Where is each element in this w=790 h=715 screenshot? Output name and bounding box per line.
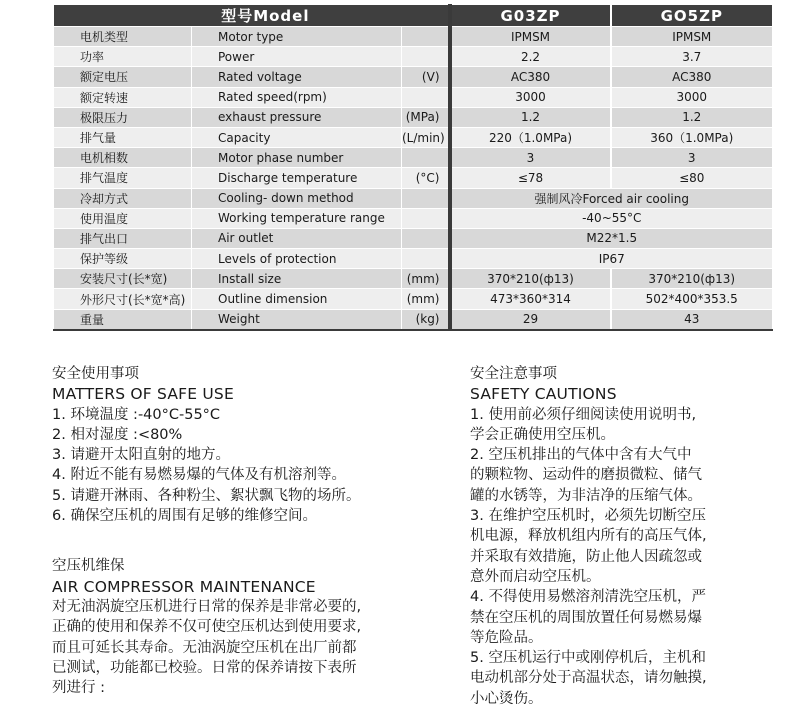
safety-cautions-section xyxy=(470,364,740,709)
spec-value-g03zp: 3 xyxy=(450,148,611,168)
spec-value-g03zp: 3000 xyxy=(450,87,611,107)
spec-row xyxy=(54,47,773,67)
spec-row xyxy=(54,127,773,147)
spec-value-go5zp: IPMSM xyxy=(611,27,773,47)
spec-row xyxy=(54,107,773,127)
spec-value-g03zp: 220（1.0MPa) xyxy=(450,127,611,147)
spec-label-cn: 安装尺寸(长*宽) xyxy=(54,269,192,289)
spec-label-cn: 排气温度 xyxy=(54,168,192,188)
spec-unit xyxy=(402,249,450,269)
spec-label-en: Cooling- down method xyxy=(192,188,402,208)
spec-value-go5zp: 43 xyxy=(611,309,773,330)
spec-label-en: Rated voltage xyxy=(192,67,402,87)
caution-line: 罐的水锈等，为非洁净的压缩气体。 xyxy=(470,487,702,504)
spec-value-merged: IP67 xyxy=(450,249,773,269)
caution-line: 电动机部分处于高温状态，请勿触摸, xyxy=(470,670,707,687)
spec-unit: (V) xyxy=(402,67,450,87)
caution-line: 4. 不得使用易燃溶剂清洗空压机，严 xyxy=(470,589,706,606)
spec-unit xyxy=(402,87,450,107)
safe-use-item: 2. 相对湿度 :<80% xyxy=(52,426,183,443)
spec-value-g03zp: 29 xyxy=(450,309,611,330)
spec-unit xyxy=(402,228,450,248)
spec-value-g03zp: 473*360*314 xyxy=(450,289,611,309)
spec-table xyxy=(53,4,773,331)
safe-use-item: 4. 附近不能有易燃易爆的气体及有机溶剂等。 xyxy=(52,467,346,484)
caution-line: 机电源，释放机组内所有的高压气体, xyxy=(470,528,707,545)
maintenance-line: 而且可延长其寿命。无油涡旋空压机在出厂前都 xyxy=(52,639,357,656)
spec-value-merged: 强制风冷Forced air cooling xyxy=(450,188,773,208)
maintenance-line: 正确的使用和保养不仅可使空压机达到使用要求, xyxy=(52,619,362,636)
safe-use-section xyxy=(52,364,412,698)
spec-label-cn: 外形尺寸(长*宽*高) xyxy=(54,289,192,309)
spec-value-go5zp: 370*210(ф13) xyxy=(611,269,773,289)
spec-unit xyxy=(402,208,450,228)
spec-label-en: Weight xyxy=(192,309,402,330)
caution-line: 等危险品。 xyxy=(470,629,543,646)
spec-label-cn: 功率 xyxy=(54,47,192,67)
caution-line: 3. 在维护空压机时，必须先切断空压 xyxy=(470,508,706,525)
spec-unit xyxy=(402,148,450,168)
spec-label-cn: 电机类型 xyxy=(54,27,192,47)
spec-body xyxy=(54,27,773,330)
caution-line: 意外而启动空压机。 xyxy=(470,568,601,585)
safe-use-item: 3. 请避开太阳直射的地方。 xyxy=(52,447,230,464)
caution-line: 2. 空压机排出的气体中含有大气中 xyxy=(470,447,692,464)
spec-value-go5zp: 3.7 xyxy=(611,47,773,67)
spec-value-g03zp: IPMSM xyxy=(450,27,611,47)
safe-use-item: 5. 请避开淋雨、各种粉尘、絮状飘飞物的场所。 xyxy=(52,487,361,504)
model-go5zp-header: GO5ZP xyxy=(611,5,773,27)
spec-row xyxy=(54,208,773,228)
safe-use-title-cn: 安全使用事项 xyxy=(52,366,139,382)
spec-row xyxy=(54,249,773,269)
spec-label-cn: 冷却方式 xyxy=(54,188,192,208)
caution-line: 学会正确使用空压机。 xyxy=(470,426,615,443)
spec-row xyxy=(54,309,773,330)
spec-value-go5zp: 3 xyxy=(611,148,773,168)
spec-value-merged: M22*1.5 xyxy=(450,228,773,248)
caution-line: 1. 使用前必须仔细阅读使用说明书, xyxy=(470,406,697,423)
spec-value-merged: -40~55°C xyxy=(450,208,773,228)
cautions-title-en: SAFETY CAUTIONS xyxy=(470,385,617,404)
spec-row xyxy=(54,188,773,208)
spec-row xyxy=(54,67,773,87)
maintenance-line: 已测试，功能都已校验。日常的保养请按下表所 xyxy=(52,659,357,676)
spec-row xyxy=(54,148,773,168)
spec-label-en: Install size xyxy=(192,269,402,289)
spec-label-en: Working temperature range xyxy=(192,208,402,228)
caution-line: 的颗粒物、运动件的磨损微粒、储气 xyxy=(470,467,702,484)
spec-unit xyxy=(402,27,450,47)
maintenance-title-en: AIR COMPRESSOR MAINTENANCE xyxy=(52,577,316,596)
spec-value-go5zp: 3000 xyxy=(611,87,773,107)
spec-value-g03zp: 2.2 xyxy=(450,47,611,67)
spec-unit: (L/min) xyxy=(402,127,450,147)
spec-row xyxy=(54,289,773,309)
spec-label-cn: 保护等级 xyxy=(54,249,192,269)
model-g03zp-header: G03ZP xyxy=(450,5,611,27)
spec-label-en: Power xyxy=(192,47,402,67)
spec-label-cn: 额定转速 xyxy=(54,87,192,107)
spec-row xyxy=(54,87,773,107)
spec-row xyxy=(54,168,773,188)
maintenance-title-cn: 空压机维保 xyxy=(52,558,125,575)
spec-label-cn: 重量 xyxy=(54,309,192,330)
model-header: 型号Model xyxy=(54,5,450,27)
spec-value-go5zp: 1.2 xyxy=(611,107,773,127)
spec-label-en: Discharge temperature xyxy=(192,168,402,188)
spec-value-g03zp: ≤78 xyxy=(450,168,611,188)
caution-line: 禁在空压机的周围放置任何易燃易爆 xyxy=(470,609,702,626)
caution-line: 5. 空压机运行中或刚停机后，主机和 xyxy=(470,650,706,667)
spec-label-en: Air outlet xyxy=(192,228,402,248)
spec-row xyxy=(54,228,773,248)
spec-label-en: Capacity xyxy=(192,127,402,147)
spec-unit: (°C) xyxy=(402,168,450,188)
spec-value-go5zp: ≤80 xyxy=(611,168,773,188)
spec-unit: (MPa) xyxy=(402,107,450,127)
spec-unit: (kg) xyxy=(402,309,450,330)
caution-line: 小心烫伤。 xyxy=(470,690,543,707)
spec-unit xyxy=(402,188,450,208)
spec-row xyxy=(54,269,773,289)
spec-label-en: exhaust pressure xyxy=(192,107,402,127)
spec-label-en: Levels of protection xyxy=(192,249,402,269)
spec-label-cn: 极限压力 xyxy=(54,107,192,127)
spec-unit: (mm) xyxy=(402,289,450,309)
spec-label-cn: 使用温度 xyxy=(54,208,192,228)
maintenance-line: 列进行 : xyxy=(52,680,105,697)
caution-line: 并采取有效措施，防止他人因疏忽或 xyxy=(470,548,702,565)
spec-label-cn: 电机相数 xyxy=(54,148,192,168)
spec-label-cn: 排气出口 xyxy=(54,228,192,248)
spec-unit: (mm) xyxy=(402,269,450,289)
spec-header-row xyxy=(54,5,773,27)
spec-value-g03zp: AC380 xyxy=(450,67,611,87)
spec-row xyxy=(54,27,773,47)
spec-value-g03zp: 370*210(ф13) xyxy=(450,269,611,289)
safe-use-item: 1. 环境温度 :-40°C-55°C xyxy=(52,406,221,423)
spec-value-g03zp: 1.2 xyxy=(450,107,611,127)
spec-unit xyxy=(402,47,450,67)
safe-use-title-en: MATTERS OF SAFE USE xyxy=(52,385,234,404)
spec-label-cn: 额定电压 xyxy=(54,67,192,87)
maintenance-line: 对无油涡旋空压机进行日常的保养是非常必要的, xyxy=(52,598,362,615)
spec-value-go5zp: 502*400*353.5 xyxy=(611,289,773,309)
spec-label-en: Outline dimension xyxy=(192,289,402,309)
spec-label-en: Motor phase number xyxy=(192,148,402,168)
spec-label-en: Rated speed(rpm) xyxy=(192,87,402,107)
spec-label-cn: 排气量 xyxy=(54,127,192,147)
spec-value-go5zp: AC380 xyxy=(611,67,773,87)
safe-use-item: 6. 确保空压机的周围有足够的维修空间。 xyxy=(52,508,317,525)
spec-value-go5zp: 360（1.0MPa) xyxy=(611,127,773,147)
cautions-title-cn: 安全注意事项 xyxy=(470,366,557,382)
spec-label-en: Motor type xyxy=(192,27,402,47)
